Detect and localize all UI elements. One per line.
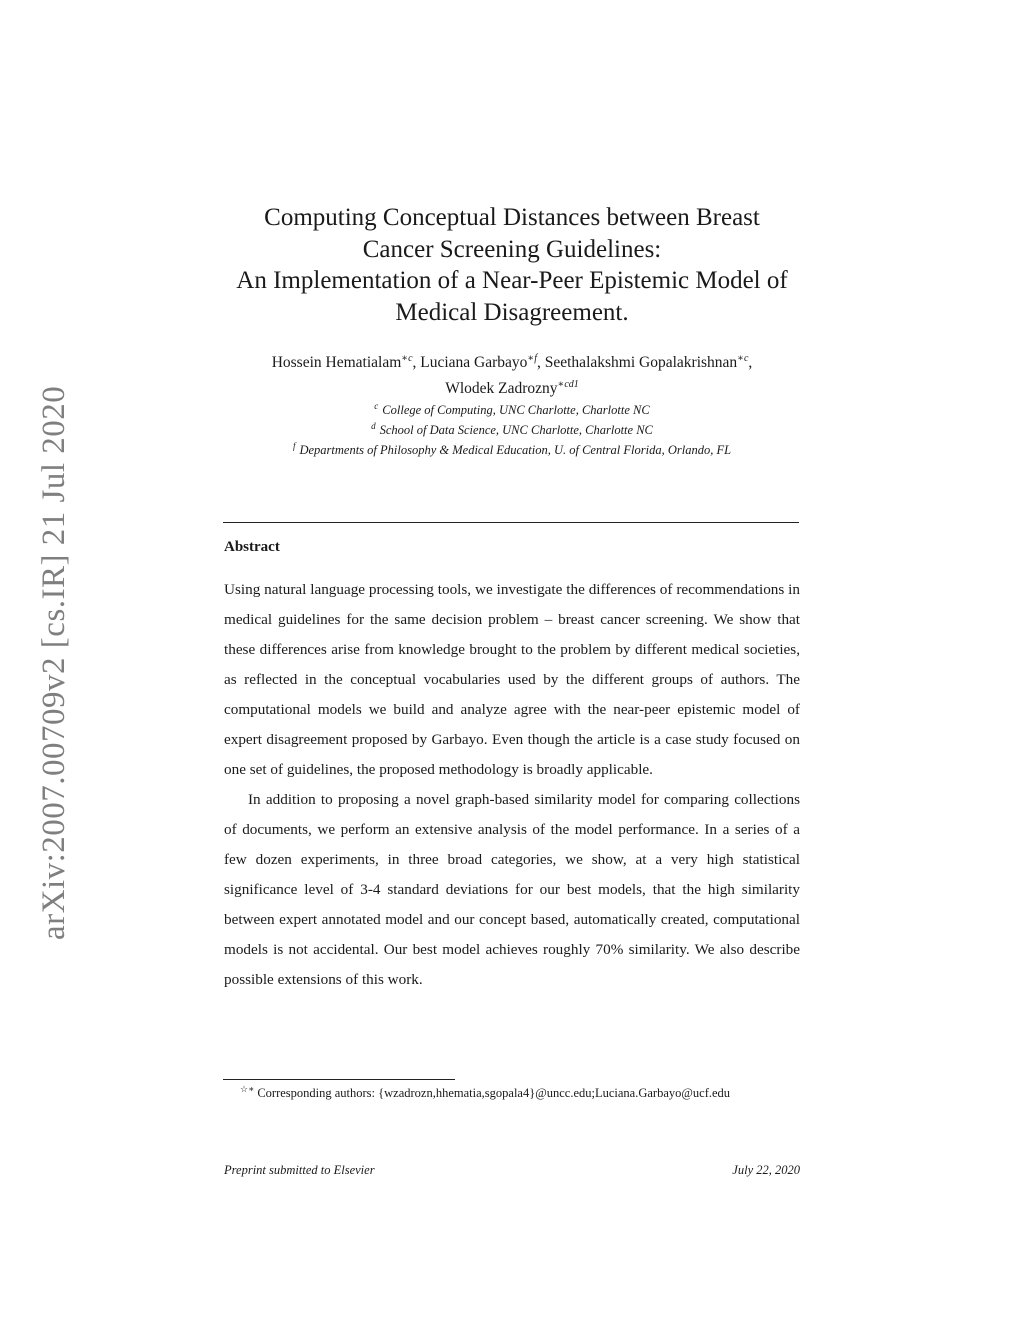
affiliation-mark: c: [374, 401, 379, 411]
author-mark: ∗f: [527, 353, 537, 364]
affiliation-text: School of Data Science, UNC Charlotte, Charlotte NC: [379, 423, 653, 438]
title-line: An Implementation of a Near-Peer Epistemic Model of: [236, 267, 788, 294]
author-name: Wlodek Zadrozny: [445, 380, 558, 398]
affiliation: [180, 438, 844, 458]
title-line: Computing Conceptual Distances between Breast: [264, 204, 760, 231]
preprint-date: July 22, 2020: [732, 1163, 800, 1177]
affiliation: [180, 398, 844, 418]
author-mark: ∗c: [737, 353, 749, 364]
abstract-paragraph: In addition to proposing a novel graph-based similarity model for comparing collections of documents, we perform an extensive analysis of the model performance. In a series of a few dozen experiments, in three broad categories, we show, at a very high statistical significance level of 3-4 standard deviations for our best models, that the high similarity between expert annotated model and our concept based, automatically created, computational models is not accidental. Our best model achieves roughly 70% similarity. We also describe possible extensions of this work.: [224, 791, 800, 988]
arxiv-identifier-stamp: arXiv:2007.00709v2 [cs.IR] 21 Jul 2020: [36, 385, 72, 940]
author-name: Seethalakshmi Gopalakrishnan: [544, 354, 738, 372]
abstract-heading: Abstract: [224, 539, 280, 555]
author-line-2: [180, 374, 844, 400]
affiliation-list: [180, 398, 844, 458]
affiliation: [180, 418, 844, 438]
title-line: Medical Disagreement.: [395, 298, 629, 326]
author-list: [180, 348, 844, 400]
affiliation-text: Departments of Philosophy & Medical Education, U. of Central Florida, Orlando, FL: [299, 443, 732, 458]
affiliation-mark: d: [371, 421, 376, 432]
corresponding-authors-footnote: [240, 1084, 730, 1101]
preprint-notice: Preprint submitted to Elsevier: [224, 1163, 375, 1177]
footnote-rule: [223, 1079, 455, 1080]
abstract-paragraph: Using natural language processing tools, we investigate the differences of recommendations in medical guidelines for the same decision problem – breast cancer screening. We show that these differences arise from knowledge brought to the problem by different medical societies, as reflected in the conceptual vocabularies used by the different groups of authors. The computational models we build and analyze agree with the near-peer epistemic model of expert disagreement proposed by Garbayo. Even though the article is a case study focused on one set of guidelines, the proposed methodology is broadly applicable.: [224, 581, 800, 778]
abstract-top-rule: [223, 522, 799, 523]
author-name: Luciana Garbayo: [420, 354, 528, 372]
footnote-text: Corresponding authors: {wzadrozn,hhematia,sgopala4}@uncc.edu;Luciana.Garbayo@ucf.edu: [257, 1086, 731, 1101]
author-mark: ∗c: [401, 353, 413, 364]
footnote-mark: ☆∗: [240, 1084, 255, 1094]
title-line: Cancer Screening Guidelines:: [362, 235, 662, 263]
affiliation-text: College of Computing, UNC Charlotte, Charlotte NC: [382, 403, 650, 418]
author-name: Hossein Hematialam: [271, 354, 402, 372]
paper-title: [180, 202, 844, 328]
abstract-body: [224, 575, 800, 995]
affiliation-mark: f: [292, 441, 296, 452]
author-line-1: Hossein Hematialam$^{∗c}$, Luciana Garbayo$^{∗f}$, Seethalakshmi Gopalakrishnan$^{∗c}$,: [271, 353, 753, 372]
author-mark: ∗cd1: [557, 379, 579, 391]
